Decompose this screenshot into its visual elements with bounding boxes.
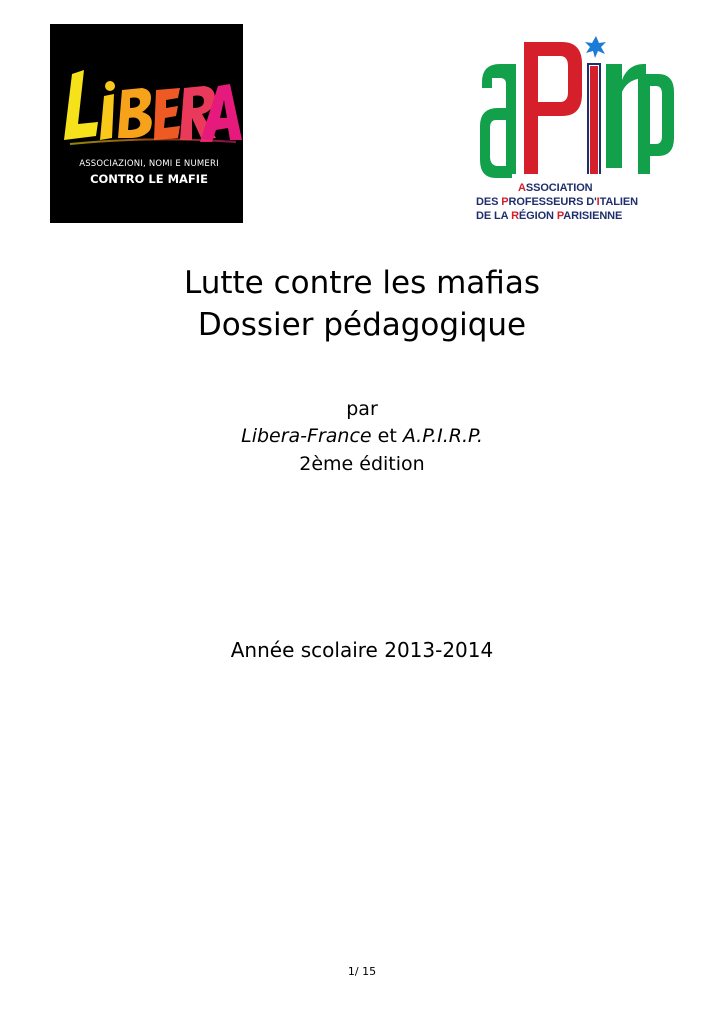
school-year: Année scolaire 2013-2014	[230, 638, 494, 662]
page-number: 1/ 15	[347, 965, 377, 978]
byline-authors	[0, 424, 724, 448]
libera-tagline-top: ASSOCIAZIONI, NOMI E NUMERI	[79, 159, 219, 169]
libera-logo	[50, 24, 243, 223]
document-title-line-1: Lutte contre les mafias	[184, 265, 540, 301]
apirp-caption-line-3: DE LA RÉGION PARISIENNE	[476, 210, 623, 222]
apirp-caption-line-2: DES PROFESSEURS D'ITALIEN	[476, 196, 638, 208]
document-title-line-2: Dossier pédagogique	[197, 307, 527, 343]
byline-par: par	[346, 398, 378, 420]
apirp-logo	[476, 28, 676, 233]
libera-tagline-bottom: CONTRO LE MAFIE	[90, 172, 208, 186]
apirp-caption	[476, 28, 676, 233]
libera-wordmark-graphic	[50, 24, 243, 223]
byline-conjunction: et	[371, 425, 403, 447]
author-libera-france: Libera-France	[241, 425, 372, 447]
author-apirp: A.P.I.R.P.	[402, 425, 483, 447]
apirp-caption-line-1: ASSOCIATION	[518, 182, 593, 194]
edition-label: 2ème édition	[299, 453, 425, 475]
